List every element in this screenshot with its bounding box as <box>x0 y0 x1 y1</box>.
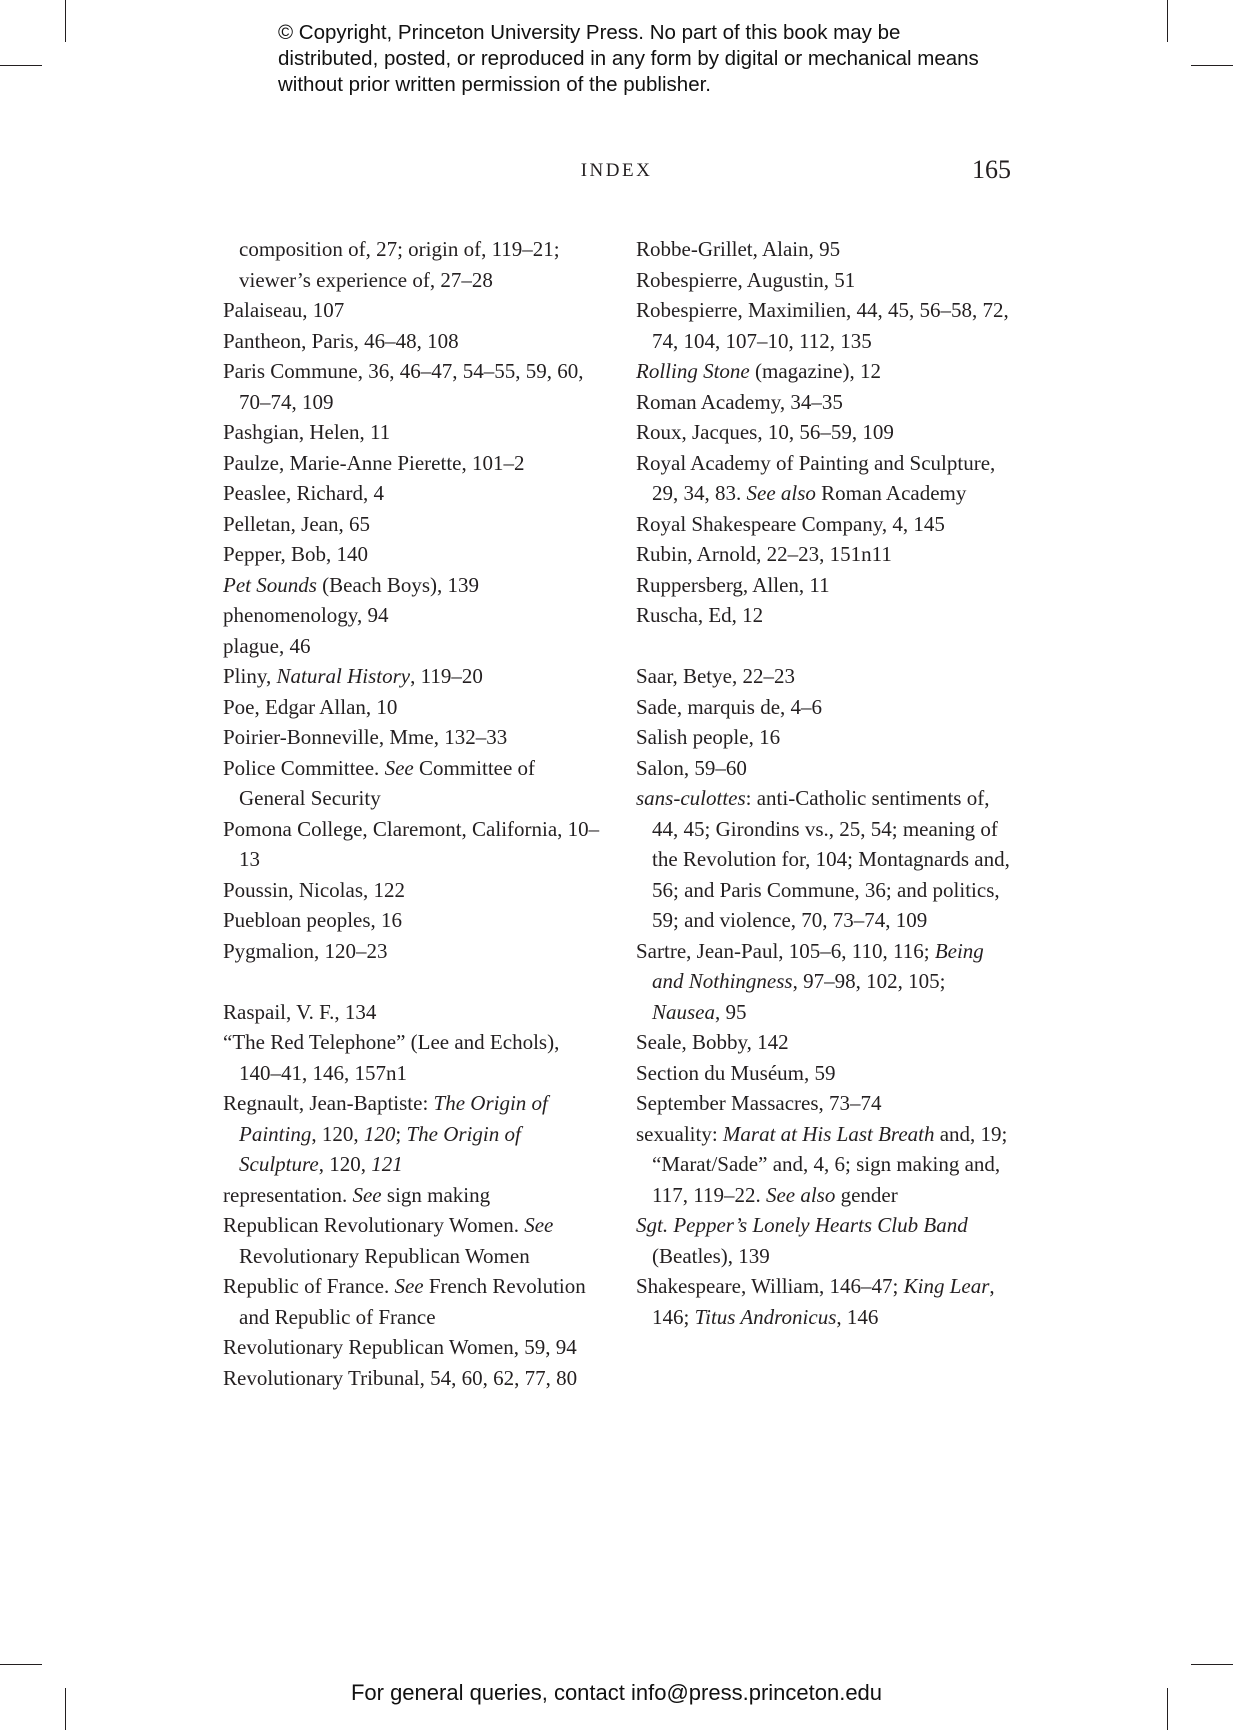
index-entry: Pashgian, Helen, 11 <box>223 420 391 444</box>
letter-group-gap <box>223 966 603 997</box>
index-entry: Pelletan, Jean, 65 <box>223 511 370 536</box>
index-entry: Sgt. Pepper’s Lonely Hearts Club Band (Beatles), 139 <box>636 1213 968 1268</box>
index-column-right <box>636 234 1011 1332</box>
index-entry: Pepper, Bob, 140 <box>223 542 368 566</box>
index-entry: Pantheon, Paris, 46–48, 108 <box>223 328 459 353</box>
index-entry: Royal Academy of Painting and Sculpture, 29, 34, 83. See also Roman Academy <box>636 450 996 505</box>
index-entry: Ruppersberg, Allen, 11 <box>636 572 830 597</box>
index-entry: Royal Shakespeare Company, 4, 145 <box>636 511 945 536</box>
index-column-left <box>223 234 603 1393</box>
index-entry: Revolutionary Tribunal, 54, 60, 62, 77, 80 <box>223 1365 578 1390</box>
crop-mark-top-right-horizontal <box>1191 65 1233 66</box>
index-entry: Section du Muséum, 59 <box>636 1060 836 1085</box>
index-entry: Rolling Stone (magazine), 12 <box>636 359 881 383</box>
index-entry: September Massacres, 73–74 <box>636 1091 882 1115</box>
index-entry: Poe, Edgar Allan, 10 <box>223 694 398 719</box>
index-entry: Ruscha, Ed, 12 <box>636 603 764 627</box>
index-entry: Salish people, 16 <box>636 725 781 749</box>
index-entry: Poirier-Bonneville, Mme, 132–33 <box>223 725 508 749</box>
letter-group-gap <box>636 631 1011 662</box>
index-entry: representation. See sign making <box>223 1182 491 1207</box>
index-entry: Raspail, V. F., 134 <box>223 999 377 1024</box>
index-entry: Regnault, Jean-Baptiste: The Origin of Painting, 120, 120; The Origin of Sculpture, 120, 121 <box>223 1091 548 1176</box>
index-entry: Robespierre, Augustin, 51 <box>636 267 856 292</box>
index-entry: Pygmalion, 120–23 <box>223 938 388 963</box>
index-entry: sans-culottes: anti-Catholic sentiments of, 44, 45; Girondins vs., 25, 54; meaning of the Revolution for, 104; Montagnards and, 56; and Paris Commune, 36; and politics, 59; and violence, 70, 73–74, 109 <box>636 786 1010 932</box>
index-entry: Saar, Betye, 22–23 <box>636 664 795 688</box>
crop-mark-bottom-left-horizontal <box>0 1664 42 1665</box>
index-entry: Pomona College, Claremont, California, 10–13 <box>223 816 600 871</box>
index-entry: Puebloan peoples, 16 <box>223 908 403 932</box>
crop-mark-bottom-right-horizontal <box>1191 1664 1233 1665</box>
index-entry: Paulze, Marie-Anne Pierette, 101–2 <box>223 450 525 475</box>
index-entry: Paris Commune, 36, 46–47, 54–55, 59, 60, 70–74, 109 <box>223 359 584 414</box>
index-entry: Police Committee. See Committee of General Security <box>223 755 536 810</box>
index-entry: Revolutionary Republican Women, 59, 94 <box>223 1335 577 1359</box>
copyright-notice: © Copyright, Princeton University Press. No part of this book may be distributed, posted, or reproduced in any form by digital or mechanical means without prior written permission of the publisher. <box>278 21 979 96</box>
index-entry: Republic of France. See French Revolution and Republic of France <box>223 1274 586 1329</box>
crop-mark-top-left-horizontal <box>0 65 42 66</box>
index-entry: Robespierre, Maximilien, 44, 45, 56–58, 72, 74, 104, 107–10, 112, 135 <box>636 298 1009 353</box>
index-entry: Palaiseau, 107 <box>223 298 345 322</box>
index-entry: Robbe-Grillet, Alain, 95 <box>636 237 841 261</box>
index-entry: Pet Sounds (Beach Boys), 139 <box>223 572 480 597</box>
index-entry: Roux, Jacques, 10, 56–59, 109 <box>636 420 894 444</box>
index-entry: “The Red Telephone” (Lee and Echols), 140–41, 146, 157n1 <box>223 1030 560 1085</box>
crop-mark-top-left-vertical <box>65 0 66 42</box>
footer-contact: For general queries, contact info@press.princeton.edu <box>350 1680 883 1705</box>
index-entry: Salon, 59–60 <box>636 755 747 780</box>
crop-mark-top-right-vertical <box>1167 0 1168 42</box>
index-entry: Peaslee, Richard, 4 <box>223 481 384 505</box>
index-entry-continued: composition of, 27; origin of, 119–21; viewer’s experience of, 27–28 <box>239 237 560 292</box>
index-entry: Sartre, Jean-Paul, 105–6, 110, 116; Being and Nothingness, 97–98, 102, 105; Nausea, 95 <box>636 938 984 1024</box>
index-entry: Pliny, Natural History, 119–20 <box>223 664 483 688</box>
index-entry: phenomenology, 94 <box>223 603 389 627</box>
index-entry: Sade, marquis de, 4–6 <box>636 694 823 719</box>
index-entry: Rubin, Arnold, 22–23, 151n11 <box>636 542 892 566</box>
index-entry: Seale, Bobby, 142 <box>636 1030 789 1054</box>
index-entry: Poussin, Nicolas, 122 <box>223 877 406 902</box>
index-entry: Shakespeare, William, 146–47; King Lear, 146; Titus Andronicus, 146 <box>636 1274 995 1329</box>
page-number: 165 <box>972 155 1011 184</box>
running-head: INDEX <box>580 160 653 181</box>
index-entry: sexuality: Marat at His Last Breath and, 19; “Marat/Sade” and, 4, 6; sign making and, 117, 119–22. See also gender <box>636 1121 1008 1207</box>
index-entry: plague, 46 <box>223 633 311 658</box>
index-entry: Roman Academy, 34–35 <box>636 389 843 414</box>
index-entry: Republican Revolutionary Women. See Revolutionary Republican Women <box>223 1213 554 1268</box>
